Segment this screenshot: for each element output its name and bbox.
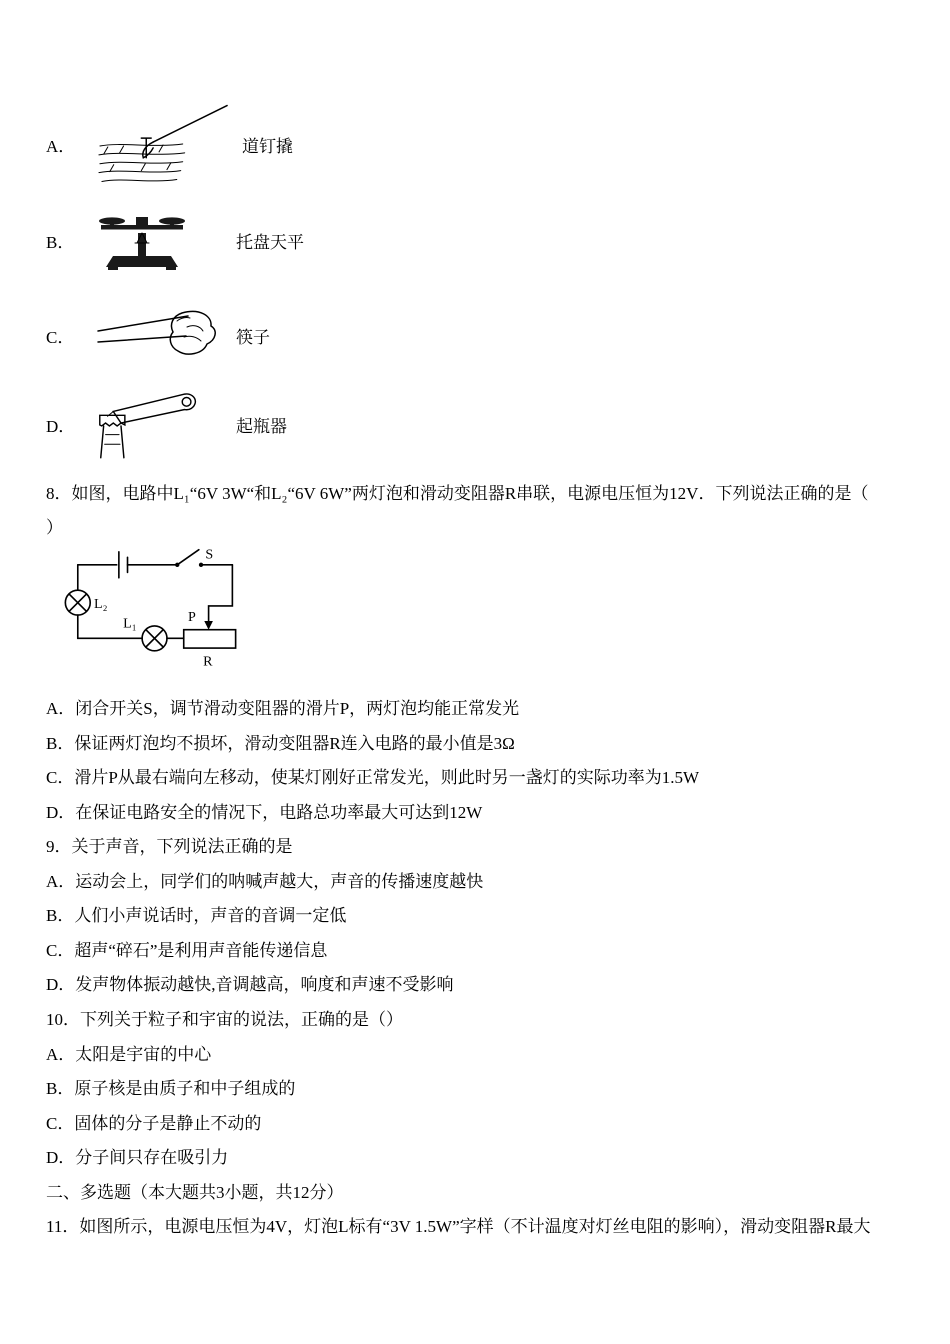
chopsticks-icon (94, 307, 218, 363)
lamp-l1-label: L₁ (123, 615, 137, 632)
lamp-l2-label: L₂ (94, 596, 108, 613)
crowbar-image (82, 100, 232, 188)
switch-label: S (205, 546, 214, 563)
bottle-opener-icon (94, 387, 202, 461)
question-9-option-b: B．人们小声说话时，声音的音调一定低 (46, 906, 347, 926)
question-9-stem: 9．关于声音，下列说法正确的是 (46, 837, 293, 857)
question-10-option-a: A．太阳是宇宙的中心 (46, 1044, 212, 1064)
tool-option-d-row (46, 382, 922, 466)
question-8-option-c: C．滑片P从最右端向左移动，使某灯刚好正常发光，则此时另一盏灯的实际功率为1.5W (46, 768, 700, 788)
section-2-heading: 二、多选题（本大题共3小题，共12分） (46, 1182, 344, 1202)
chopsticks-image (82, 307, 226, 363)
tool-option-a-row (46, 96, 922, 192)
tool-option-c-caption: 筷子 (236, 327, 270, 347)
slider-label: P (188, 609, 196, 626)
tool-option-b-label: B． (46, 232, 75, 252)
question-8-option-a: A．闭合开关S，调节滑动变阻器的滑片P，两灯泡均能正常发光 (46, 699, 520, 719)
balance-scale-image (82, 209, 226, 271)
question-8-option-d: D．在保证电路安全的情况下，电路总功率最大可达到12W (46, 802, 483, 822)
question-10-stem: 10．下列关于粒子和宇宙的说法，正确的是（） (46, 1010, 403, 1030)
tool-option-a-caption: 道钉撬 (242, 136, 293, 156)
question-8-option-b: B．保证两灯泡均不损坏，滑动变阻器R连入电路的最小值是3Ω (46, 733, 515, 753)
balance-scale-icon (94, 209, 190, 271)
tool-option-c-row (46, 288, 922, 382)
tool-option-b-caption: 托盘天平 (236, 232, 304, 252)
bottle-opener-image (82, 387, 226, 461)
question-8-circuit-diagram (54, 543, 922, 671)
question-10-option-d: D．分子间只存在吸引力 (46, 1148, 229, 1168)
question-8-stem: 8．如图，电路中L₁“6V 3W“和L₂“6V 6W”两灯泡和滑动变阻器R串联，电源电压恒为12V．下列说法正确的是（ (46, 484, 869, 503)
tool-option-b-row (46, 192, 922, 288)
tool-option-c-label: C． (46, 327, 75, 347)
tool-option-d-caption: 起瓶器 (236, 416, 287, 436)
question-11-stem: 11．如图所示，电源电压恒为4V，灯泡L标有“3V 1.5W”字样（不计温度对灯丝电阻的影响），滑动变阻器R最大 (46, 1217, 871, 1237)
circuit-diagram-icon (54, 543, 254, 671)
tool-option-a-label: A． (46, 136, 76, 156)
resistor-label: R (203, 653, 213, 670)
crowbar-icon (94, 100, 232, 188)
question-9-option-c: C．超声“碎石”是利用声音能传递信息 (46, 940, 328, 960)
question-9-option-d: D．发声物体振动越快,音调越高，响度和声速不受影响 (46, 975, 454, 995)
question-8-stem-close: ） (46, 517, 63, 537)
tool-option-d-label: D． (46, 416, 76, 436)
question-10-option-c: C．固体的分子是静止不动的 (46, 1113, 262, 1133)
question-10-option-b: B．原子核是由质子和中子组成的 (46, 1079, 296, 1099)
question-9-option-a: A．运动会上，同学们的呐喊声越大，声音的传播速度越快 (46, 871, 484, 891)
